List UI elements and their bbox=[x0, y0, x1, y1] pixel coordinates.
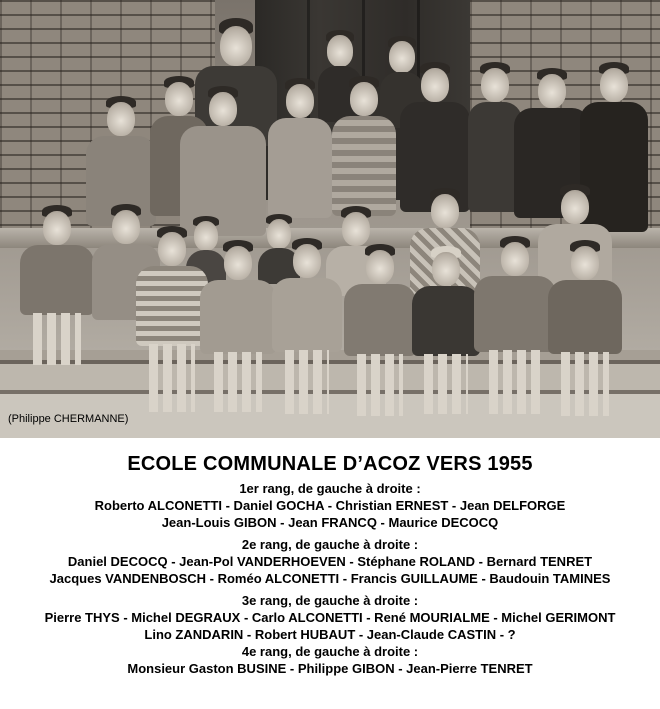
student-figure bbox=[412, 246, 480, 414]
caption-title: ECOLE COMMUNALE D’ACOZ VERS 1955 bbox=[127, 453, 533, 475]
row-2-names bbox=[0, 536, 660, 587]
names-line: Daniel DECOCQ - Jean-Pol VANDERHOEVEN - Stéphane ROLAND - Bernard TENRET bbox=[67, 554, 593, 569]
row-1-names bbox=[0, 480, 660, 531]
student-figure bbox=[474, 236, 556, 414]
student-figure bbox=[272, 238, 342, 414]
caption bbox=[0, 448, 660, 677]
student-figure bbox=[332, 76, 396, 226]
row-label: 1er rang, de gauche à droite : bbox=[239, 481, 421, 496]
row-label: 3e rang, de gauche à droite : bbox=[241, 593, 419, 608]
names-line: Jacques VANDENBOSCH - Roméo ALCONETTI - Francis GUILLAUME - Baudouin TAMINES bbox=[49, 571, 611, 586]
row-label: 2e rang, de gauche à droite : bbox=[241, 537, 419, 552]
names-line: Monsieur Gaston BUSINE - Philippe GIBON - Jean-Pierre TENRET bbox=[127, 661, 533, 676]
student-figure bbox=[20, 205, 94, 365]
student-figure bbox=[200, 240, 276, 412]
names-line: Lino ZANDARIN - Robert HUBAUT - Jean-Claude CASTIN - ? bbox=[144, 627, 516, 642]
names-line: Pierre THYS - Michel DEGRAUX - Carlo ALCONETTI - René MOURIALME - Michel GERIMONT bbox=[44, 610, 616, 625]
student-figure bbox=[548, 240, 622, 416]
names-line: Jean-Louis GIBON - Jean FRANCQ - Maurice DECOCQ bbox=[161, 515, 499, 530]
row-3-names bbox=[0, 592, 660, 643]
student-figure bbox=[136, 226, 208, 412]
student-figure bbox=[268, 78, 332, 228]
names-line: Roberto ALCONETTI - Daniel GOCHA - Christian ERNEST - Jean DELFORGE bbox=[94, 498, 566, 513]
row-label: 4e rang, de gauche à droite : bbox=[241, 644, 419, 659]
student-figure bbox=[344, 244, 416, 416]
photo-credit: (Philippe CHERMANNE) bbox=[8, 413, 129, 425]
row-4-names bbox=[0, 643, 660, 677]
